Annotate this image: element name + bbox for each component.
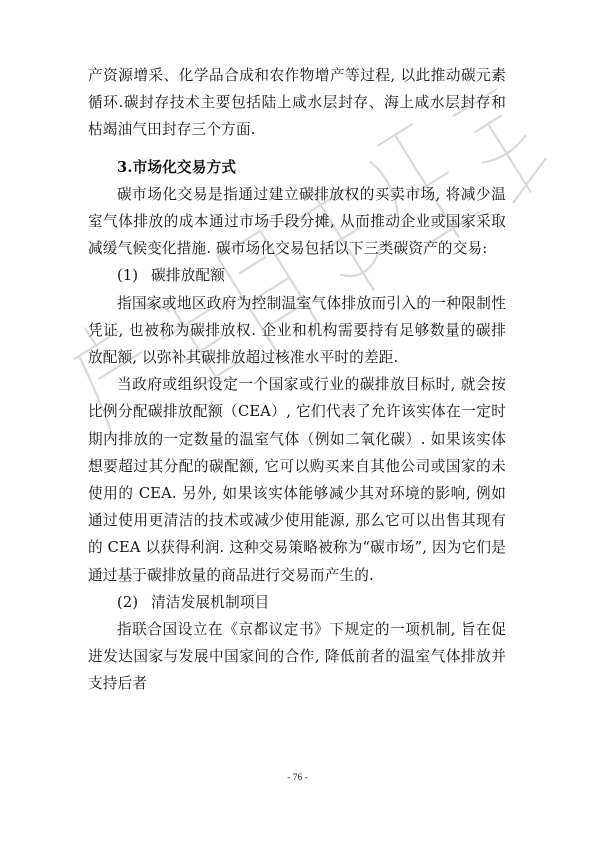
subheading-emission-allowance: (1) 碳排放配额 [117,267,226,285]
paragraph-cea: 当政府或组织设定一个国家或行业的碳排放目标时, 就会按比例分配碳排放配额（CEA）, 它们代表了允许该实体在一定时期内排放的一定数量的温室气体（例如二氧化碳）. 如果该实体想要超过其分配的碳配额, 它可以购买来自其他公司或国家的未使用的 CEA. 另外, 如果该实体能够减少其对环境的影响, 例如通过使用更清洁的技术或减少使用能源, 那么它可以出售其现有的 CEA 以获得利润. 这种交易策略被称为“碳市场”, 因为它们是通过基于碳排放量的商品进行交易而产生的. [88,376,506,584]
paragraph-continued: 产资源增采、化学品合成和农作物增产等过程, 以此推动碳元素循环.碳封存技术主要包括陆上咸水层封存、海上咸水层封存和枯竭油气田封存三个方面. [88,67,506,139]
paragraph-allowance-definition: 指国家或地区政府为控制温室气体排放而引入的一种限制性凭证, 也被称为碳排放权. 企业和机构需要持有足够数量的碳排放配额, 以弥补其碳排放超过核准水平时的差距. [88,294,506,367]
paragraph-cdm: 指联合国设立在《京都议定书》下规定的一项机制, 旨在促进发达国家与发展中国家间的合作, 降低前者的温室气体排放并支持后者 [88,621,506,693]
subheading-cdm: (2) 清洁发展机制项目 [117,593,270,611]
body-text [88,62,506,698]
section-heading: 3.市场化交易方式 [117,158,237,176]
page-number: - 76 - [287,773,308,783]
paragraph-carbon-trading: 碳市场化交易是指通过建立碳排放权的买卖市场, 将减少温室气体排放的成本通过市场手段分摊, 从而推动企业或国家采取减缓气候变化措施. 碳市场化交易包括以下三类碳资产的交易: [88,185,506,258]
